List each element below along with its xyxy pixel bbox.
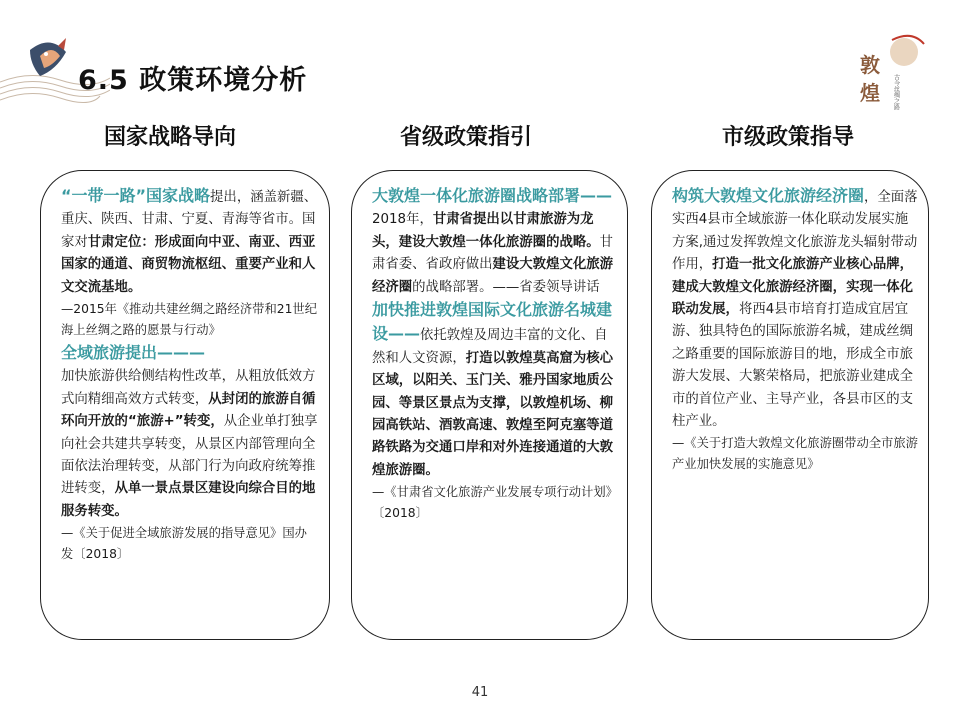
body-text: ，全面落实西4县市全域旅游一体化联动发展实施方案,通过发挥敦煌文化旅游龙头辐射带动作用，: [672, 190, 918, 273]
emphasis-text: 从封闭的旅游自循环向开放的“旅游+”转变，: [61, 391, 316, 430]
emphasis-text: 打造一批文化旅游产业核心品牌，建成大敦煌文化旅游经济圈，实现一体化联动发展，: [672, 257, 914, 318]
emphasis-text: 甘肃省提出以甘肃旅游为龙头，建设大敦煌一体化旅游圈的战略。: [372, 212, 600, 250]
emphasis-text: 甘肃定位：形成面向中亚、南亚、西亚国家的通道、商贸物流枢纽、重要产业和人文交流基地。: [61, 234, 316, 295]
body-text: 提出，涵盖新疆、重庆、陕西、甘肃、宁夏、青海等省市。国家对: [61, 190, 318, 250]
policy-heading-text: 全域旅游提出———: [61, 343, 206, 363]
policy-paragraph: [61, 185, 319, 299]
source-citation: —《甘肃省文化旅游产业发展专项行动计划》〔2018〕: [372, 485, 612, 520]
dunhuang-logo: [852, 30, 942, 120]
body-text: 从企业单打独享向社会共建共享转变，从景区内部管理向全面依法治理转变，从部门行为向政府统筹推进转变，: [61, 414, 318, 497]
policy-heading-text: 大敦煌一体化旅游圈战略部署——: [372, 186, 613, 205]
source-citation: —《关于打造大敦煌文化旅游圈带动全市旅游产业加快发展的实施意见》: [672, 436, 918, 471]
body-text: 将西4县市培育打造成宜居宜游、独具特色的国际旅游名城，建成丝绸之路重要的国际旅游目的地，形成全市旅游大发展、大繁荣格局，把旅游业建成全市的首位产业、主导产业，各县市区的支柱产业。: [672, 302, 914, 430]
policy-paragraph: [372, 185, 617, 299]
panel-city-policy: [651, 170, 929, 640]
policy-heading-text: 构筑大敦煌文化旅游经济圈: [672, 186, 865, 205]
policy-heading-text: 加快推进敦煌国际文化旅游名城建设——: [372, 300, 613, 344]
body-text: 加快旅游供给侧结构性改革，从粗放低效方式向精细高效方式转变，: [61, 369, 316, 407]
policy-heading-text: “一带一路”国家战略: [61, 186, 211, 205]
panel-body-city: [672, 185, 918, 476]
panel-provincial-policy: [351, 170, 628, 640]
policy-paragraph: [672, 185, 918, 433]
panel-body-national: [61, 185, 319, 566]
source-citation: —2015年《推动共建丝绸之路经济带和21世纪海上丝绸之路的愿景与行动》: [61, 302, 317, 337]
emphasis-text: 从单一景点景区建设向综合目的地服务转变。: [61, 481, 316, 519]
panel-national-strategy: [40, 170, 330, 640]
panel-body-provincial: [372, 185, 617, 525]
column-heading-provincial: 省级政策指引: [399, 125, 532, 150]
emphasis-text: 建设大敦煌文化旅游经济圈: [372, 257, 614, 295]
policy-paragraph: [61, 366, 319, 523]
body-text: 甘肃省委、省政府做出: [372, 234, 614, 273]
svg-text:敦: 敦: [860, 53, 880, 77]
column-heading-city: 市级政策指导: [721, 125, 854, 150]
body-text: 依托敦煌及周边丰富的文化、自然和人文资源，: [372, 328, 608, 366]
column-heading-national: 国家战略导向: [103, 125, 236, 150]
body-text: 的战略部署。——省委领导讲话: [412, 279, 600, 295]
svg-text:古今丝绸之路: 古今丝绸之路: [892, 74, 900, 110]
policy-paragraph: [61, 342, 319, 366]
emphasis-text: 打造以敦煌莫高窟为核心区域，以阳关、玉门关、雅丹国家地质公园、等景区景点为支撑，以敦煌机场、柳园高铁站、酒敦高速、敦煌至阿克塞等道路铁路为交通口岸和对外连接通道的大敦煌旅游圈。: [372, 350, 614, 478]
body-text: 2018年，: [372, 212, 433, 228]
page-number: 41: [471, 685, 489, 700]
svg-text:煌: 煌: [860, 81, 880, 105]
page-title: 6.5 政策环境分析: [78, 65, 308, 96]
policy-paragraph: [372, 299, 617, 482]
source-citation: —《关于促进全域旅游发展的指导意见》国办发〔2018〕: [61, 526, 307, 561]
